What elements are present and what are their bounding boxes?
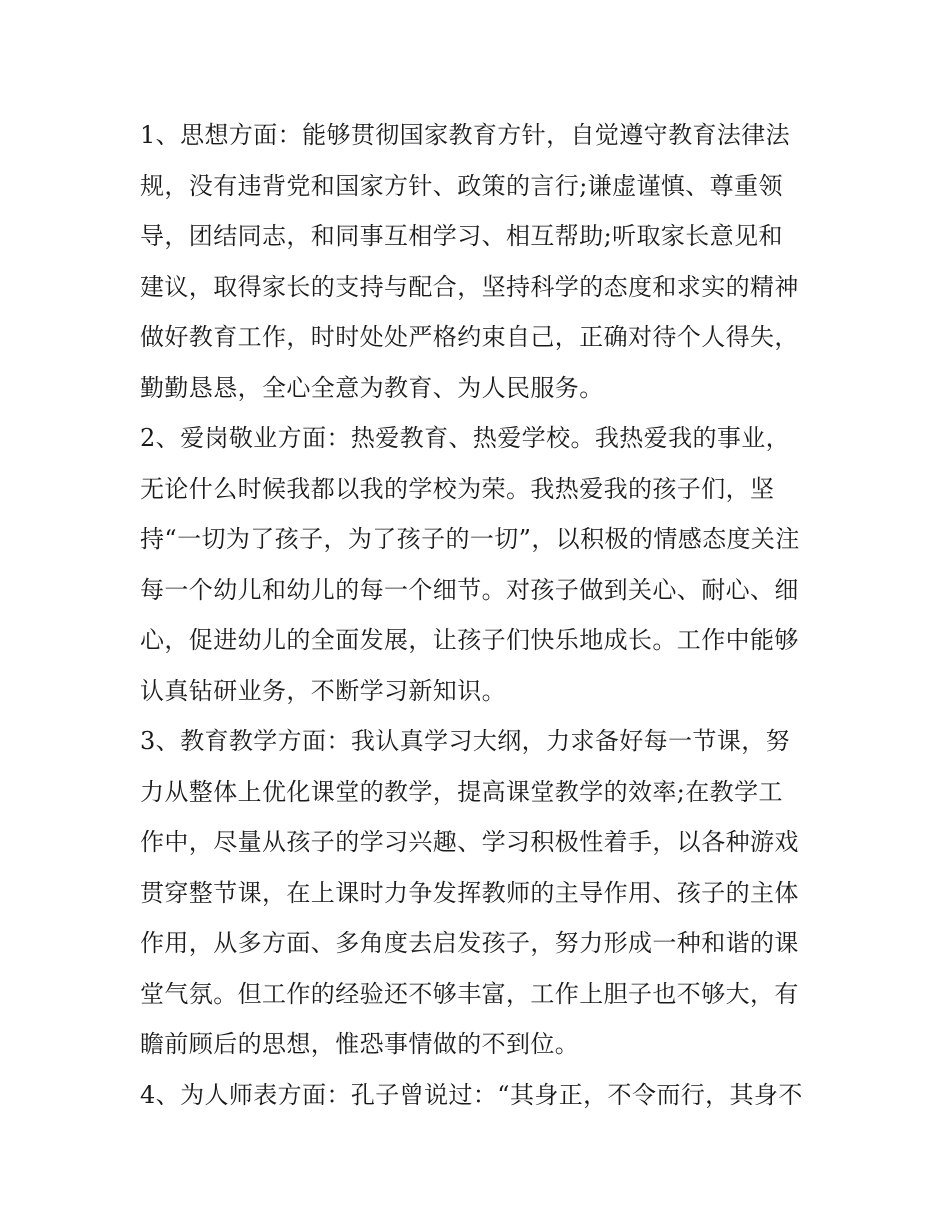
text-line: 做好教育工作，时时处处严格约束自己，正确对待个人得失， <box>140 323 799 351</box>
text-line: 认真钻研业务，不断学习新知识。 <box>140 676 506 705</box>
paragraph-dedication <box>140 413 820 716</box>
paragraph-thought <box>140 110 820 413</box>
text-line: 导，团结同志，和同事互相学习、相互帮助;听取家长意见和 <box>140 222 783 250</box>
text-line: 堂气氛。但工作的经验还不够丰富，工作上胆子也不够大，有 <box>140 979 799 1008</box>
document-body <box>140 110 820 1120</box>
text-line: 无论什么时候我都以我的学校为荣。我热爱我的孩子们，坚 <box>140 474 775 503</box>
text-line: 4、为人师表方面：孔子曾说过：“其身正，不令而行，其身不 <box>140 1080 803 1109</box>
text-line: 1、思想方面：能够贯彻国家教育方针，自觉遵守教育法律法 <box>140 121 791 149</box>
paragraph-teaching <box>140 716 820 1070</box>
text-line: 每一个幼儿和幼儿的每一个细节。对孩子做到关心、耐心、细 <box>140 575 799 604</box>
text-line: 勤勤恳恳，全心全意为教育、为人民服务。 <box>140 373 604 402</box>
text-line: 持“一切为了孩子，为了孩子的一切”，以积极的情感态度关注 <box>140 525 800 553</box>
text-line: 力从整体上优化课堂的教学，提高课堂教学的效率;在教学工 <box>140 777 783 806</box>
text-line: 3、教育教学方面：我认真学习大纲，力求备好每一节课，努 <box>140 727 791 755</box>
text-line: 贯穿整节课，在上课时力争发挥教师的主导作用、孩子的主体 <box>140 878 799 907</box>
text-line: 2、爱岗敬业方面：热爱教育、热爱学校。我热爱我的事业， <box>140 424 791 452</box>
text-line: 心，促进幼儿的全面发展，让孩子们快乐地成长。工作中能够 <box>140 626 799 654</box>
text-line: 作中，尽量从孩子的学习兴趣、学习积极性着手，以各种游戏 <box>140 828 799 856</box>
text-line: 建议，取得家长的支持与配合，坚持科学的态度和求实的精神 <box>140 272 799 301</box>
text-line: 规，没有违背党和国家方针、政策的言行;谦虚谨慎、尊重领 <box>140 171 783 200</box>
paragraph-role-model <box>140 1070 820 1121</box>
text-line: 作用，从多方面、多角度去启发孩子，努力形成一种和谐的课 <box>140 929 799 957</box>
text-line: 瞻前顾后的思想，惟恐事情做的不到位。 <box>140 1030 580 1058</box>
